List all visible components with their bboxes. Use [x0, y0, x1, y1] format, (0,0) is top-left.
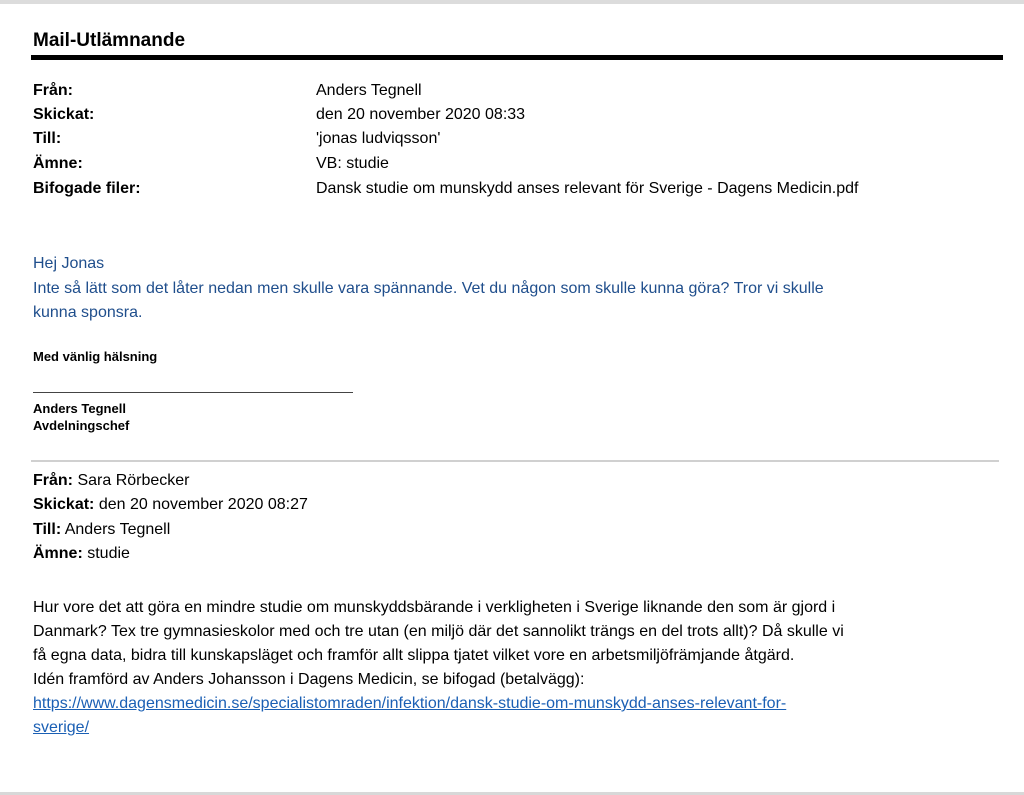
forwarded-subject	[33, 545, 130, 563]
header-label-subject: Ämne:	[33, 155, 83, 172]
forwarded-body	[33, 596, 993, 740]
forwarded-to	[33, 521, 170, 539]
reply-body-line-2: kunna sponsra.	[33, 304, 143, 321]
message-divider	[31, 460, 999, 462]
forwarded-sent-value: den 20 november 2020 08:27	[98, 496, 308, 513]
header-label-sent: Skickat:	[33, 106, 95, 123]
signature-name: Anders Tegnell	[33, 401, 126, 416]
forwarded-to-label: Till:	[33, 521, 62, 538]
header-value-to: 'jonas ludviqsson'	[316, 130, 441, 147]
forwarded-from-label: Från:	[33, 472, 73, 489]
forwarded-body-line-1: Hur vore det att göra en mindre studie om munskyddsbärande i verkligheten i Sverige liknande den som är gjord i	[33, 599, 836, 616]
attachment-filename[interactable]: Dansk studie om munskydd anses relevant för Sverige - Dagens Medicin.pdf	[316, 180, 859, 197]
forwarded-body-line-4: Idén framförd av Anders Johansson i Dagens Medicin, se bifogad (betalvägg):	[33, 671, 585, 688]
forwarded-sent-label: Skickat:	[33, 496, 95, 513]
reply-body-line-1: Inte så lätt som det låter nedan men skulle vara spännande. Vet du någon som skulle kunna göra? Tror vi skulle	[33, 280, 824, 297]
page-top-border	[0, 0, 1024, 4]
header-label-to: Till:	[33, 130, 62, 147]
header-value-from: Anders Tegnell	[316, 82, 422, 99]
document-title: Mail-Utlämnande	[33, 30, 186, 51]
forwarded-subject-label: Ämne:	[33, 545, 83, 562]
header-value-sent: den 20 november 2020 08:33	[316, 106, 526, 123]
forwarded-subject-value: studie	[87, 545, 130, 562]
forwarded-from	[33, 472, 190, 490]
signature-role: Avdelningschef	[33, 418, 130, 433]
signature-closing: Med vänlig hälsning	[33, 349, 158, 364]
article-link[interactable]: https://www.dagensmedicin.se/specialistomraden/infektion/dansk-studie-om-munskydd-anses-relevant-for-	[33, 695, 787, 712]
header-label-from: Från:	[33, 82, 73, 99]
forwarded-from-value: Sara Rörbecker	[77, 472, 190, 489]
header-label-attachments: Bifogade filer:	[33, 180, 141, 197]
forwarded-to-value: Anders Tegnell	[64, 521, 171, 538]
header-value-subject: VB: studie	[316, 155, 389, 172]
forwarded-body-line-3: få egna data, bidra till kunskapsläget och framför allt slippa tjatet vilket vore en arbetsmiljöfrämjande åtgärd.	[33, 647, 795, 664]
forwarded-sent	[33, 496, 308, 514]
forwarded-body-line-2: Danmark? Tex tre gymnasieskolor med och tre utan (en miljö där det sannolikt trängs en del trots allt)? Då skulle vi	[33, 623, 844, 640]
title-rule	[31, 55, 1003, 60]
article-link-continued[interactable]: sverige/	[33, 719, 90, 736]
signature-rule	[33, 392, 353, 393]
reply-greeting: Hej Jonas	[33, 255, 105, 272]
